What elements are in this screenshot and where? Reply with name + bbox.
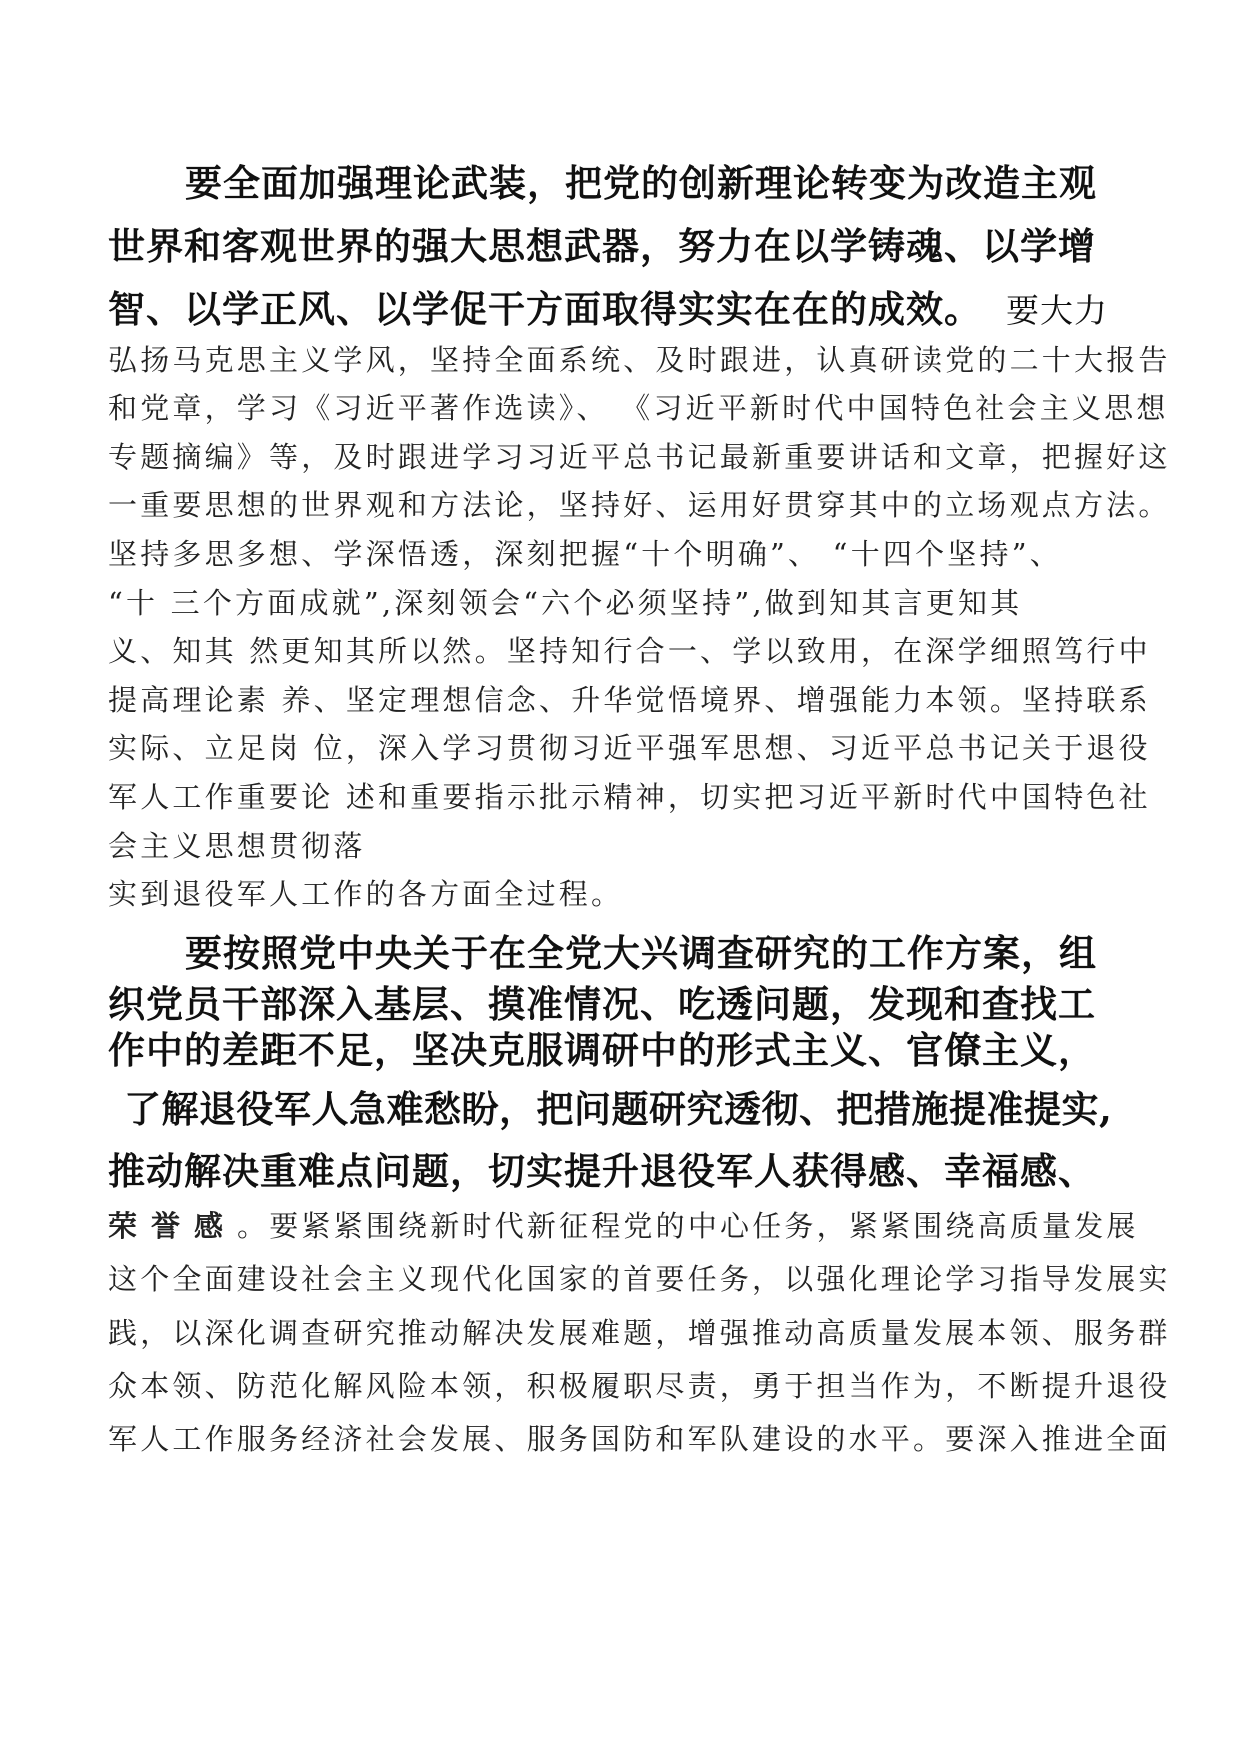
p1-body-line: 实际、立足岗 位，深入学习贯彻习近平强军思想、习近平总书记关于退役 [108, 731, 1151, 765]
p1-body-line: 实到退役军人工作的各方面全过程。 [108, 877, 624, 911]
p1-body-line: 会主义思想贯彻落 [108, 829, 366, 863]
p2-bold-line-3: 作中的差距不足，坚决克服调研中的形式主义、官僚主义， [108, 1028, 1096, 1072]
p2-body-line: 践，以深化调查研究推动解决发展难题，增强推动高质量发展本领、服务群 [108, 1316, 1171, 1350]
p2-body-first-line [108, 1209, 1139, 1243]
p2-bold-line-4: 了解退役军人急难愁盼，把问题研究透彻、把措施提准提实, [124, 1087, 1113, 1131]
p1-body-line: 提高理论素 养、坚定理想信念、升华觉悟境界、增强能力本领。坚持联系 [108, 683, 1151, 717]
p1-body-line: “十 三个方面成就”,深刻领会“六个必须坚持”,做到知其言更知其 [108, 586, 1023, 620]
p2-body-bold-word: 荣誉感 [108, 1209, 238, 1243]
p2-body-line: 这个全面建设社会主义现代化国家的首要任务，以强化理论学习指导发展实 [108, 1262, 1171, 1296]
p2-body-line: 众本领、防范化解风险本领，积极履职尽责，勇于担当作为，不断提升退役 [108, 1369, 1171, 1403]
p2-bold-line-1: 要按照党中央关于在全党大兴调查研究的工作方案，组 [185, 931, 1097, 975]
p1-body-line: 一重要思想的世界观和方法论，坚持好、运用好贯穿其中的立场观点方法。 [108, 488, 1171, 522]
p1-normal-tail: 要大力 [1006, 291, 1108, 330]
p1-bold-line-1: 要全面加强理论武装，把党的创新理论转变为改造主观 [185, 161, 1097, 205]
p2-bold-line-2: 织党员干部深入基层、摸准情况、吃透问题，发现和查找工 [108, 982, 1096, 1026]
p1-body-line: 坚持多思多想、学深悟透，深刻把握“十个明确”、 “十四个坚持”、 [108, 537, 1062, 571]
p2-bold-line-5: 推动解决重难点问题，切实提升退役军人获得感、幸福感、 [108, 1149, 1096, 1193]
p1-body-line: 弘扬马克思主义学风，坚持全面系统、及时跟进，认真研读党的二十大报告 [108, 343, 1171, 377]
p2-body-first-rest: 。要紧紧围绕新时代新征程党的中心任务，紧紧围绕高质量发展 [237, 1209, 1139, 1243]
p1-bold-line-2: 世界和客观世界的强大思想武器，努力在以学铸魂、以学增 [108, 224, 1096, 268]
p1-body-line: 和党章，学习《习近平著作选读》、 《习近平新时代中国特色社会主义思想 [108, 391, 1169, 425]
p2-body-line: 军人工作服务经济社会发展、服务国防和军队建设的水平。要深入推进全面 [108, 1422, 1171, 1456]
p1-body-line: 专题摘编》等，及时跟进学习习近平总书记最新重要讲话和文章，把握好这 [108, 440, 1171, 474]
p1-body-line: 军人工作重要论 述和重要指示批示精神，切实把习近平新时代中国特色社 [108, 780, 1151, 814]
p1-line-3 [108, 287, 1108, 331]
p1-body-line: 义、知其 然更知其所以然。坚持知行合一、学以致用，在深学细照笃行中 [108, 634, 1151, 668]
p1-bold-line-3: 智、以学正风、以学促干方面取得实实在在的成效。 [108, 287, 982, 331]
